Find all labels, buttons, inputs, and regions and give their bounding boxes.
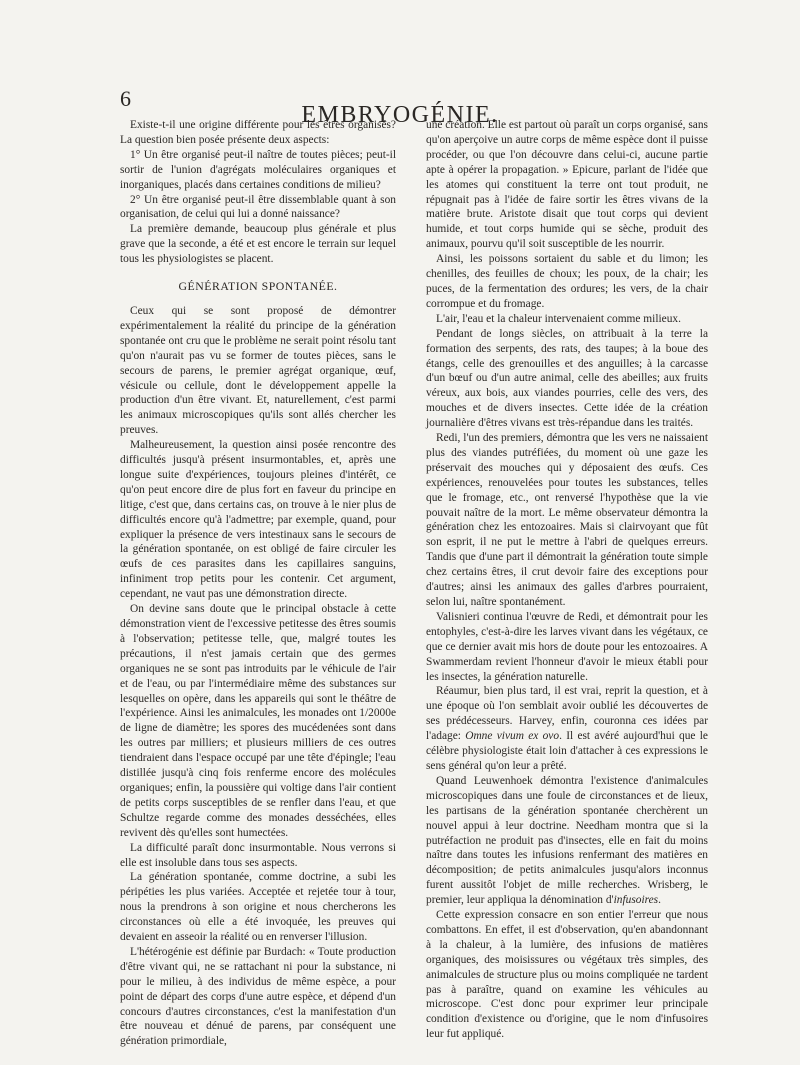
right-column [426, 118, 708, 1042]
paragraph: La difficulté paraît donc insurmontable. Nous verrons si elle est insoluble dans tous ses aspects. [120, 841, 396, 869]
paragraph [426, 684, 708, 773]
paragraph: 1° Un être organisé peut-il naître de toutes pièces; peut-il sortir de l'union d'agrégats moléculaires organiques et inorganiques, placés dans certaines conditions de milieu? [120, 148, 396, 191]
paragraph-text: . [658, 894, 661, 907]
italic-term: infusoires [613, 894, 659, 907]
paragraph [426, 774, 708, 908]
paragraph: Ceux qui se sont proposé de démontrer expérimentalement la réalité du principe de la génération spontanée ont cru que le problème ne serait point résolu tant qu'on n'aurait pas vu se former de toutes pièces, sans le secours de parens, le premier agrégat organique, œuf, vésicule ou cellule, dont le développement appelle la production d'un être vivant. Et, naturellement, c'est parmi les animaux microscopiques qu'ils sont allés chercher les preuves. [120, 304, 396, 437]
paragraph-text: Quand Leuwenhoek démontra l'existence d'animalcules microscopiques dans une foule de circonstances et de lieux, les partisans de la génération spontanée cherchèrent un nouvel appui à leur doctrine. Needham montra que si la putréfaction ne produit pas d'insectes, elle en fait du moins naître dans toutes les infusions renfermant des matières en décomposition; de petits animalcules jusqu'alors inconnus furent aussitôt l'objet de mille recherches. Wrisberg, le premier, leur appliqua la dénomination d' [426, 774, 708, 907]
paragraph: Ainsi, les poissons sortaient du sable et du limon; les chenilles, des feuilles de choux; les poux, de la chair; les puces, de la fermentation des ordures; les vers, de la chair corrompue et du fromage. [426, 253, 708, 310]
paragraph: 2° Un être organisé peut-il être dissemblable quant à son organisation, de celui qui lui a donné naissance? [120, 193, 396, 221]
paragraph: une création. Elle est partout où paraît un corps organisé, sans qu'on aperçoive un autre corps de même espèce dont il puisse procéder, ou que l'on découvre dans celui-ci, aucune partie apte à opérer la propagation. » Epicure, parlant de l'idée que les atomes qui constituent la terre ont tout produit, ne répugnait pas à l'idée de faire sortir les êtres vivans de la matière brute. Aristote disait que tout corps qui devient humide, et tout corps humide qui se sèche, produit des animaux, pourvu qu'il soit susceptible de les nourrir. [426, 119, 708, 251]
latin-adage: Omne vivum ex ovo [465, 730, 560, 743]
paragraph: L'hétérogénie est définie par Burdach: « Toute production d'être vivant qui, ne se rattachant ni pour la substance, ni pour le milieu, à des individus de même espèce, a pour point de départ des corps d'une autre espèce, et dépend d'un concours d'autres circonstances, c'est la manifestation d'un être nouveau et dénué de parens, par conséquent une génération primordiale, [120, 945, 396, 1048]
paragraph: Redi, l'un des premiers, démontra que les vers ne naissaient plus des viandes putréfiées, du moment où une gaze les préservait des mouches qui y déposaient des œufs. Ces expériences, renouvelées pour toutes les substances, telles que le fromage, etc., ont renversé l'hypothèse que la vie pouvait naître de la mort. Le même observateur démontra la génération chez les entozoaires. Mais si clairvoyant que fût son esprit, il ne put le mettre à l'abri de quelques erreurs. Tandis que d'une part il démontrait la génération toute simple chez certains êtres, il crut devoir faire des exceptions pour d'autres; ainsi les animaux des galles d'arbres pourraient, selon lui, naître spontanément. [426, 432, 708, 608]
paragraph: Malheureusement, la question ainsi posée rencontre des difficultés jusqu'à présent insurmontables, et, après une longue suite d'expériences, toujours pleines d'intérêt, ce qu'on peut encore dire de plus fort en faveur du principe en litige, c'est que, dans certains cas, on trouve à le nier plus de difficultés encore qu'à l'admettre; par exemple, quand, pour expliquer la présence de vers intestinaux sans le secours de la génération spontanée, on est obligé de faire circuler les œufs de ces parasites dans les capillaires sanguins, infiniment trop petits pour les contenir. Cet argument, cependant, ne vaut pas une démonstration directe. [120, 439, 396, 601]
paragraph-text: . Il est avéré aujourd'hui que le célèbre physiologiste était loin d'attacher à ces expressions le sens général qu'on leur a prêté. [426, 730, 708, 772]
paragraph-text: Réaumur, bien plus tard, il est vrai, reprit la question, et à une époque où l'on semblait avoir oublié les découvertes de ses prédécesseurs. Harvey, enfin, couronna ces idées par l'adage: [426, 685, 708, 743]
paragraph: On devine sans doute que le principal obstacle à cette démonstration vient de l'excessive petitesse des êtres soumis à l'observation; petitesse telle, que, malgré toutes les précautions, il n'est jamais certain que des germes organiques ne se sont pas introduits par le véhicule de l'air et de l'eau, ou par l'intermédiaire même des substances sur lesquelles on opère, dans les appareils qui sont le théâtre de l'expérience. Ainsi les animalcules, les monades ont 1/2000e de ligne de diamètre; les spores des mucédenées sont dans les outres par milliers; et plusieurs milliers de ces outres tiendraient dans l'espace occupé par une tête d'épingle; l'eau distillée jusqu'à cinq fois renferme encore des molécules organiques; enfin, la poussière qui voltige dans l'air contient de petits corps susceptibles de se renfler dans l'eau, et que Schultze regarde comme des monades desséchées, elles revivent dès qu'elles sont humectées. [120, 603, 396, 839]
paragraph: Cette expression consacre en son entier l'erreur que nous combattons. En effet, il est d'observation, qu'en abandonnant à la chaleur, à la lumière, des infusions de matières organiques, des moisissures ou végétaux très simples, des animalcules de structure plus ou moins compliquée ne tardent pas à paraître, quand on examine les véhicules au microscope. C'est donc pour exprimer leur principale condition d'existence ou d'origine, que le nom d'infusoires leur fut appliqué. [426, 909, 708, 1041]
paragraph: Valisnieri continua l'œuvre de Redi, et démontrait pour les entophyles, c'est-à-dire les larves vivant dans les végétaux, ce que ce dernier avait mis hors de doute pour les entozoaires. A Swammerdam revient l'honneur d'avoir le mieux établi pour les insectes, la génération naturelle. [426, 610, 708, 683]
paragraph: Existe-t-il une origine différente pour les êtres organisés? La question bien posée présente deux aspects: [120, 119, 396, 146]
page-title: EMBRYOGÉNIE. [301, 102, 499, 129]
section-heading: GÉNÉRATION SPONTANÉE. [178, 279, 338, 294]
paragraph: L'air, l'eau et la chaleur intervenaient comme milieux. [436, 312, 681, 325]
running-head [120, 86, 680, 129]
page-number: 6 [120, 86, 131, 111]
paragraph: Pendant de longs siècles, on attribuait à la terre la formation des serpents, des rats, des taupes; à la boue des étangs, celle des grenouilles et des anguilles; à la carcasse d'un bœuf ou d'un autre animal, celle des abeilles; aux fruits véreux, aux bois, aux viandes pourries, celle des vers, des mouches et de divers insectes. Cette idée de la création journalière d'êtres vivans est très-répandue dans les traités. [426, 327, 708, 430]
paragraph: La première demande, beaucoup plus générale et plus grave que la seconde, a été et est encore le terrain sur lequel tous les physiologistes se placent. [120, 223, 396, 266]
paragraph: La génération spontanée, comme doctrine, a subi les péripéties les plus variées. Acceptée et rejetée tour à tour, nous la prendrons à son origine et nous chercherons les circonstances où elle a été invoquée, les preuves qui devaient en asseoir la réalité ou en renverser l'illusion. [120, 871, 396, 944]
left-column [120, 118, 396, 1049]
